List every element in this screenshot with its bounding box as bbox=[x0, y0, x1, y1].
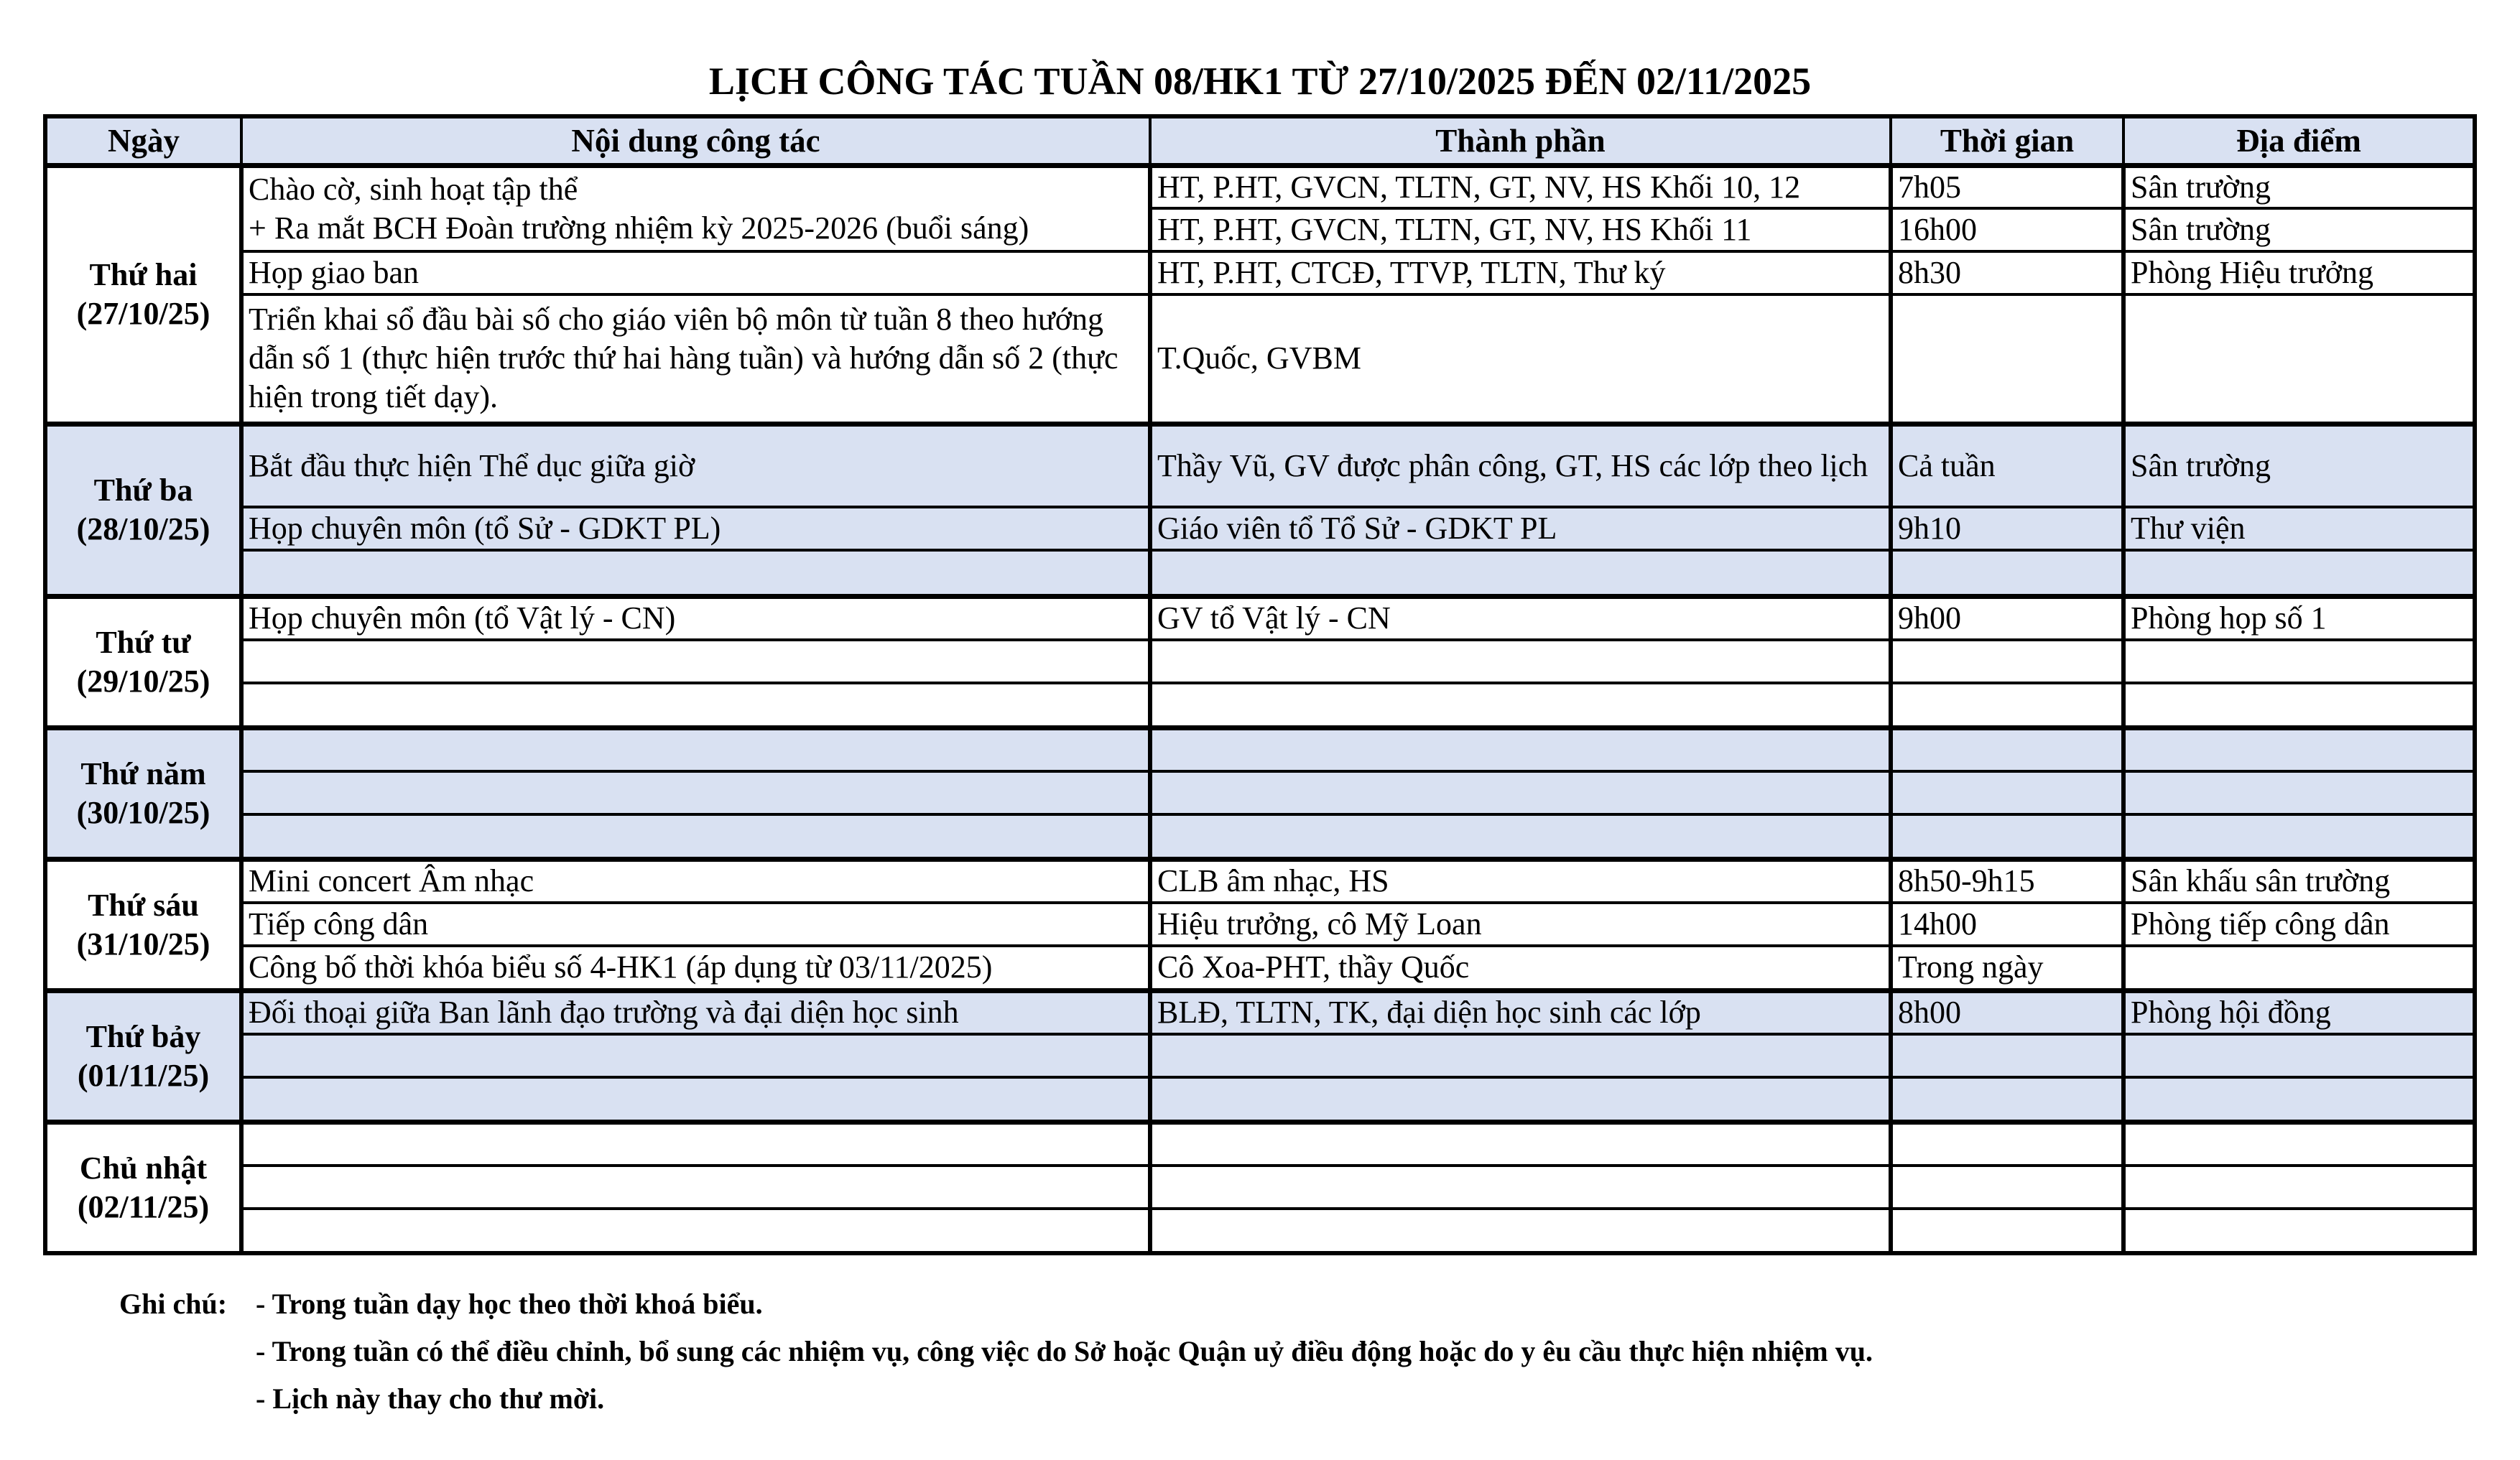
table-row bbox=[45, 727, 2475, 771]
content-cell: Họp chuyên môn (tổ Sử - GDKT PL) bbox=[241, 507, 1150, 550]
participants-cell bbox=[1150, 1209, 1891, 1253]
participants-cell: Hiệu trưởng, cô Mỹ Loan bbox=[1150, 903, 1891, 946]
content-cell: Chào cờ, sinh hoạt tập thể + Ra mắt BCH Đoàn trường nhiệm kỳ 2025-2026 (buổi sáng) bbox=[241, 166, 1150, 252]
time-cell: Trong ngày bbox=[1891, 946, 2123, 990]
participants-cell: HT, P.HT, GVCN, TLTN, GT, NV, HS Khối 10, 12 bbox=[1150, 166, 1891, 209]
content-cell: Họp giao ban bbox=[241, 251, 1150, 294]
time-cell: 8h50-9h15 bbox=[1891, 859, 2123, 903]
time-cell bbox=[1891, 1166, 2123, 1209]
time-cell: 8h30 bbox=[1891, 251, 2123, 294]
day-date: (29/10/25) bbox=[76, 663, 210, 699]
table-row bbox=[45, 251, 2475, 294]
day-date: (30/10/25) bbox=[76, 794, 210, 830]
participants-cell: BLĐ, TLTN, TK, đại diện học sinh các lớp bbox=[1150, 990, 1891, 1034]
content-cell bbox=[241, 1209, 1150, 1253]
place-cell bbox=[2123, 1077, 2475, 1122]
participants-cell: Giáo viên tổ Tổ Sử - GDKT PL bbox=[1150, 507, 1891, 550]
header-participants: Thành phần bbox=[1150, 116, 1891, 166]
content-cell: Đối thoại giữa Ban lãnh đạo trường và đại diện học sinh bbox=[241, 990, 1150, 1034]
table-row bbox=[45, 294, 2475, 424]
participants-cell: Cô Xoa-PHT, thầy Quốc bbox=[1150, 946, 1891, 990]
content-cell bbox=[241, 727, 1150, 771]
table-row bbox=[45, 683, 2475, 727]
participants-cell: GV tổ Vật lý - CN bbox=[1150, 596, 1891, 640]
place-cell: Sân trường bbox=[2123, 208, 2475, 251]
day-name: Chủ nhật bbox=[79, 1150, 208, 1186]
participants-cell bbox=[1150, 771, 1891, 814]
time-cell bbox=[1891, 1209, 2123, 1253]
schedule-table bbox=[43, 114, 2477, 1255]
note-item: - Lịch này thay cho thư mời. bbox=[256, 1382, 605, 1415]
table-row bbox=[45, 903, 2475, 946]
day-cell bbox=[45, 990, 241, 1122]
place-cell bbox=[2123, 1034, 2475, 1077]
place-cell: Thư viện bbox=[2123, 507, 2475, 550]
day-name: Thứ năm bbox=[80, 755, 206, 791]
day-date: (28/10/25) bbox=[76, 511, 210, 547]
time-cell: 16h00 bbox=[1891, 208, 2123, 251]
day-cell bbox=[45, 166, 241, 424]
table-row bbox=[45, 990, 2475, 1034]
time-cell bbox=[1891, 640, 2123, 683]
table-row bbox=[45, 814, 2475, 859]
content-cell: Mini concert Âm nhạc bbox=[241, 859, 1150, 903]
content-cell bbox=[241, 1034, 1150, 1077]
time-cell bbox=[1891, 550, 2123, 596]
content-cell: Họp chuyên môn (tổ Vật lý - CN) bbox=[241, 596, 1150, 640]
header-time: Thời gian bbox=[1891, 116, 2123, 166]
participants-cell bbox=[1150, 814, 1891, 859]
content-cell bbox=[241, 550, 1150, 596]
page-title: LỊCH CÔNG TÁC TUẦN 08/HK1 TỪ 27/10/2025 ĐẾN 02/11/2025 bbox=[708, 60, 1812, 103]
time-cell bbox=[1891, 1122, 2123, 1166]
place-cell bbox=[2123, 1209, 2475, 1253]
day-date: (02/11/25) bbox=[77, 1189, 210, 1224]
place-cell bbox=[2123, 814, 2475, 859]
content-cell: Tiếp công dân bbox=[241, 903, 1150, 946]
notes-label: Ghi chú: bbox=[119, 1288, 228, 1320]
day-date: (27/10/25) bbox=[76, 296, 210, 332]
place-cell bbox=[2123, 640, 2475, 683]
table-row bbox=[45, 550, 2475, 596]
time-cell bbox=[1891, 771, 2123, 814]
day-name: Thứ hai bbox=[89, 257, 198, 293]
content-cell bbox=[241, 771, 1150, 814]
table-row bbox=[45, 859, 2475, 903]
day-cell bbox=[45, 596, 241, 727]
table-row bbox=[45, 1166, 2475, 1209]
day-cell bbox=[45, 1122, 241, 1253]
table-row bbox=[45, 946, 2475, 990]
table-row bbox=[45, 596, 2475, 640]
participants-cell bbox=[1150, 1166, 1891, 1209]
table-row bbox=[45, 640, 2475, 683]
content-cell bbox=[241, 640, 1150, 683]
place-cell: Sân trường bbox=[2123, 166, 2475, 209]
participants-cell bbox=[1150, 683, 1891, 727]
time-cell: 8h00 bbox=[1891, 990, 2123, 1034]
table-row bbox=[45, 507, 2475, 550]
time-cell bbox=[1891, 1077, 2123, 1122]
participants-cell bbox=[1150, 1034, 1891, 1077]
table-row bbox=[45, 771, 2475, 814]
header-row bbox=[45, 116, 2475, 166]
day-cell bbox=[45, 727, 241, 859]
content-cell bbox=[241, 1077, 1150, 1122]
day-name: Thứ sáu bbox=[88, 887, 199, 923]
notes-list bbox=[256, 1280, 2483, 1423]
time-cell bbox=[1891, 1034, 2123, 1077]
content-cell: Triển khai sổ đầu bài số cho giáo viên bộ môn từ tuần 8 theo hướng dẫn số 1 (thực hiện trước thứ hai hàng tuần) và hướng dẫn số 2 (thực hiện trong tiết dạy). bbox=[241, 294, 1150, 424]
time-cell bbox=[1891, 683, 2123, 727]
note-item: - Trong tuần có thể điều chỉnh, bổ sung các nhiệm vụ, công việc do Sở hoặc Quận uỷ điều động hoặc do y êu cầu thực hiện nhiệm vụ. bbox=[256, 1335, 1873, 1367]
table-row bbox=[45, 1122, 2475, 1166]
header-place: Địa điểm bbox=[2123, 116, 2475, 166]
day-date: (31/10/25) bbox=[76, 926, 210, 962]
header-day: Ngày bbox=[45, 116, 241, 166]
table-row bbox=[45, 1209, 2475, 1253]
place-cell bbox=[2123, 1122, 2475, 1166]
day-name: Thứ ba bbox=[93, 473, 193, 508]
participants-cell bbox=[1150, 550, 1891, 596]
participants-cell: HT, P.HT, GVCN, TLTN, GT, NV, HS Khối 11 bbox=[1150, 208, 1891, 251]
participants-cell bbox=[1150, 1077, 1891, 1122]
place-cell bbox=[2123, 294, 2475, 424]
time-cell: 7h05 bbox=[1891, 166, 2123, 209]
content-cell bbox=[241, 1122, 1150, 1166]
content-cell bbox=[241, 683, 1150, 727]
table-row bbox=[45, 166, 2475, 209]
table-row bbox=[45, 424, 2475, 507]
participants-cell bbox=[1150, 727, 1891, 771]
participants-cell: HT, P.HT, CTCĐ, TTVP, TLTN, Thư ký bbox=[1150, 251, 1891, 294]
participants-cell: T.Quốc, GVBM bbox=[1150, 294, 1891, 424]
day-name: Thứ tư bbox=[96, 624, 191, 660]
day-cell bbox=[45, 859, 241, 990]
time-cell bbox=[1891, 294, 2123, 424]
header-content: Nội dung công tác bbox=[241, 116, 1150, 166]
participants-cell bbox=[1150, 640, 1891, 683]
participants-cell: Thầy Vũ, GV được phân công, GT, HS các lớp theo lịch bbox=[1150, 424, 1891, 507]
participants-cell: CLB âm nhạc, HS bbox=[1150, 859, 1891, 903]
time-cell bbox=[1891, 814, 2123, 859]
day-cell bbox=[45, 424, 241, 596]
time-cell: 9h00 bbox=[1891, 596, 2123, 640]
day-date: (01/11/25) bbox=[77, 1057, 210, 1093]
time-cell: Cả tuần bbox=[1891, 424, 2123, 507]
table-row bbox=[45, 1034, 2475, 1077]
place-cell bbox=[2123, 1166, 2475, 1209]
table-row bbox=[45, 1077, 2475, 1122]
place-cell bbox=[2123, 550, 2475, 596]
place-cell: Phòng tiếp công dân bbox=[2123, 903, 2475, 946]
place-cell: Phòng Hiệu trưởng bbox=[2123, 251, 2475, 294]
note-item: - Trong tuần dạy học theo thời khoá biểu. bbox=[256, 1288, 763, 1320]
content-cell bbox=[241, 814, 1150, 859]
place-cell bbox=[2123, 727, 2475, 771]
participants-cell bbox=[1150, 1122, 1891, 1166]
content-cell: Bắt đầu thực hiện Thể dục giữa giờ bbox=[241, 424, 1150, 507]
place-cell: Sân khấu sân trường bbox=[2123, 859, 2475, 903]
content-cell: Công bố thời khóa biểu số 4-HK1 (áp dụng từ 03/11/2025) bbox=[241, 946, 1150, 990]
day-name: Thứ bảy bbox=[85, 1018, 201, 1054]
place-cell bbox=[2123, 771, 2475, 814]
place-cell: Phòng họp số 1 bbox=[2123, 596, 2475, 640]
time-cell: 14h00 bbox=[1891, 903, 2123, 946]
place-cell bbox=[2123, 946, 2475, 990]
place-cell: Phòng hội đồng bbox=[2123, 990, 2475, 1034]
place-cell bbox=[2123, 683, 2475, 727]
content-cell bbox=[241, 1166, 1150, 1209]
time-cell: 9h10 bbox=[1891, 507, 2123, 550]
time-cell bbox=[1891, 727, 2123, 771]
place-cell: Sân trường bbox=[2123, 424, 2475, 507]
